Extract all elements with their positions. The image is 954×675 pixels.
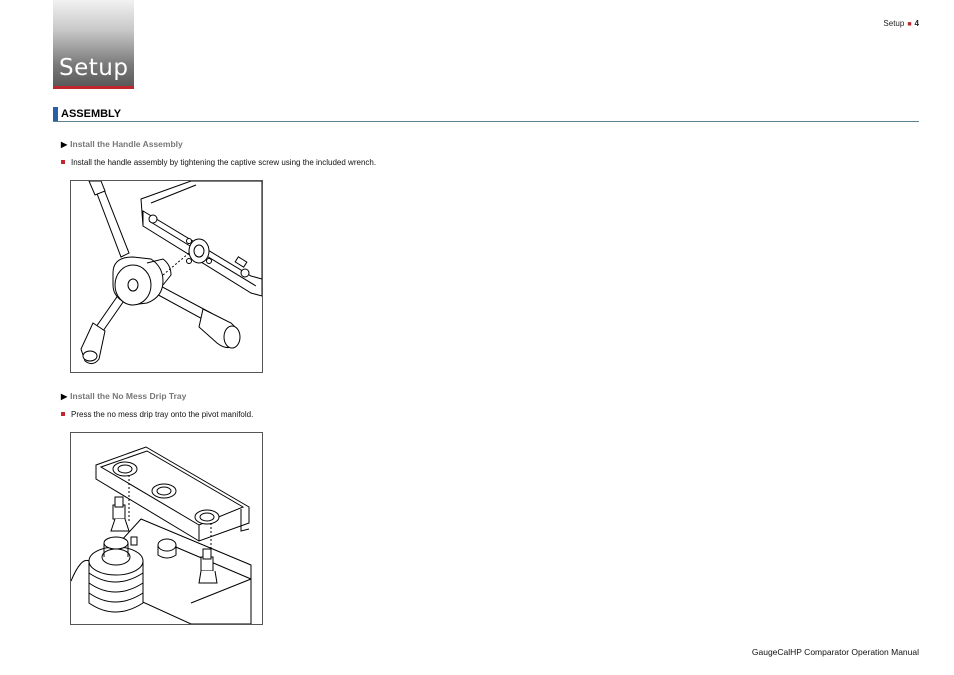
step-heading (61, 391, 186, 401)
section-marker (53, 107, 58, 121)
handle-assembly-figure (70, 180, 263, 373)
running-section: Setup (883, 19, 905, 28)
step-heading-label: Install the Handle Assembly (70, 139, 183, 149)
separator-dot-icon: ■ (907, 21, 912, 28)
bullet-square-icon (61, 412, 65, 416)
chapter-tab (53, 0, 134, 89)
step-heading (61, 139, 183, 149)
triangle-right-icon: ▶ (61, 140, 68, 149)
triangle-right-icon: ▶ (61, 392, 68, 401)
step-bullet (61, 410, 253, 419)
handle-assembly-illustration (71, 181, 262, 372)
step-heading-label: Install the No Mess Drip Tray (70, 391, 187, 401)
step-bullet-text: Press the no mess drip tray onto the pivot manifold. (71, 410, 254, 419)
running-head (883, 19, 919, 28)
drip-tray-illustration (71, 433, 262, 624)
section-title: ASSEMBLY (61, 108, 122, 120)
step-bullet (61, 158, 376, 167)
step-bullet-text: Install the handle assembly by tightening the captive screw using the included wrench. (71, 158, 377, 167)
bullet-square-icon (61, 160, 65, 164)
page-number: 4 (914, 19, 919, 28)
chapter-title: Setup (59, 55, 129, 81)
section-heading (53, 107, 919, 122)
manual-footer: GaugeCalHP Comparator Operation Manual (751, 647, 919, 657)
drip-tray-figure (70, 432, 263, 625)
